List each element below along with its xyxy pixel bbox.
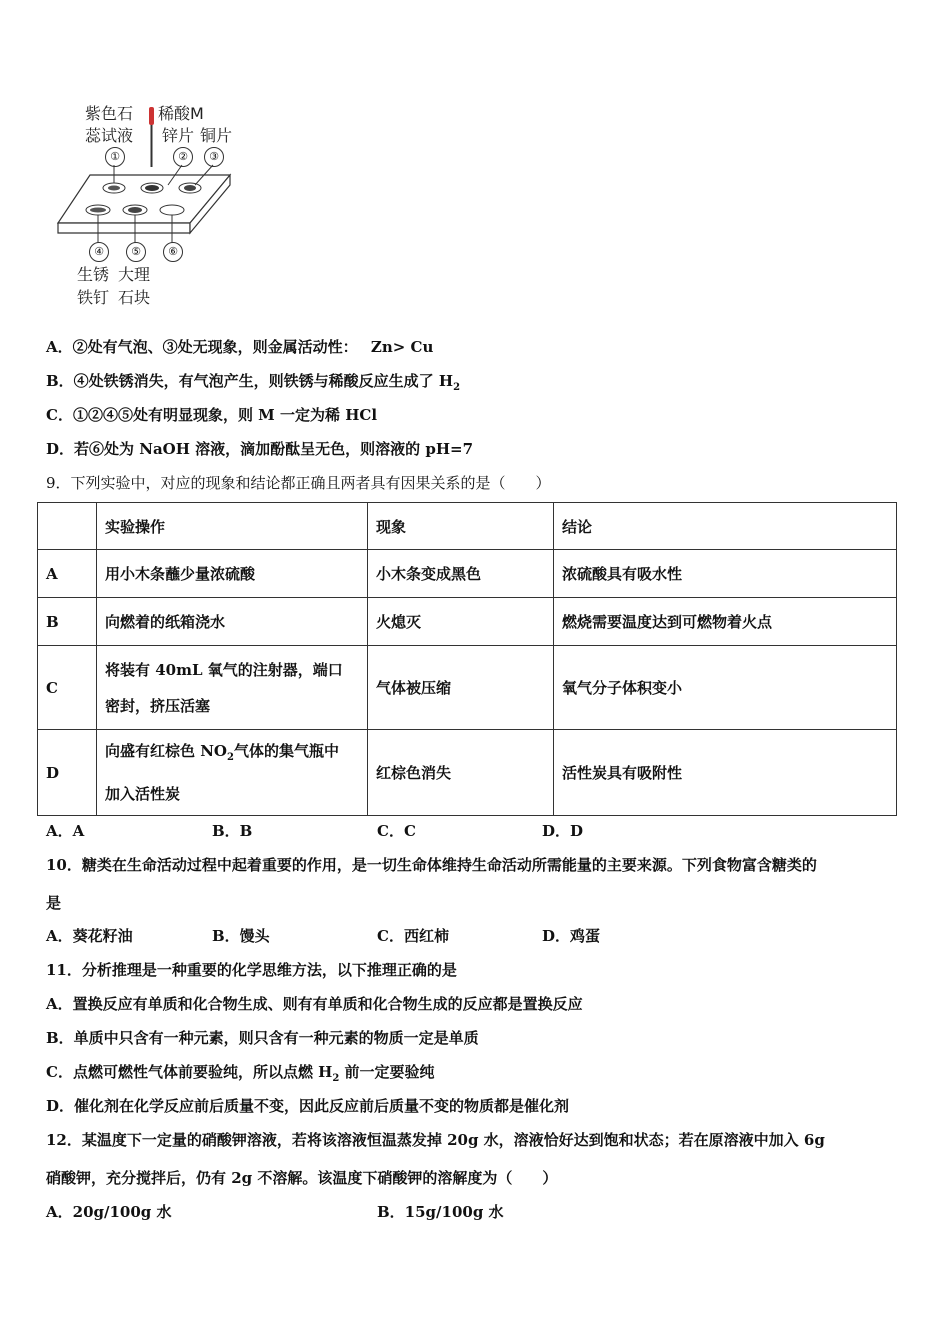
row-phenomenon: 气体被压缩 bbox=[368, 646, 554, 730]
q11-stem: 11．分析推理是一种重要的化学思维方法，以下推理正确的是 bbox=[46, 961, 457, 979]
marble-label-line2: 石块 bbox=[118, 288, 151, 307]
table-row bbox=[38, 598, 897, 646]
q12-stem-line1: 12．某温度下一定量的硝酸钾溶液，若将该溶液恒温蒸发掉 20g 水，溶液恰好达到饱和状态；若在原溶液中加入 6g bbox=[46, 1131, 825, 1149]
q10-option-b: B．馒头 bbox=[212, 927, 270, 945]
q11-option-c-subscript: 2 bbox=[332, 1073, 340, 1084]
q12-stem-line2: 硝酸钾，充分搅拌后，仍有 2g 不溶解。该温度下硝酸钾的溶解度为（ ） bbox=[46, 1169, 558, 1187]
table-header-row bbox=[38, 503, 897, 550]
table-row bbox=[38, 646, 897, 730]
acid-label: 稀酸M bbox=[158, 104, 204, 123]
marker-5: ⑤ bbox=[126, 242, 146, 262]
q12-option-b: B．15g/100g 水 bbox=[377, 1203, 504, 1221]
op-subscript: 2 bbox=[227, 752, 234, 763]
row-label: D bbox=[38, 730, 97, 816]
marker-4: ④ bbox=[89, 242, 109, 262]
q9-option-a: A．A bbox=[46, 822, 85, 840]
marker-1: ① bbox=[105, 147, 125, 167]
row-phenomenon: 小木条变成黑色 bbox=[368, 550, 554, 598]
litmus-label-line1: 紫色石 bbox=[85, 104, 134, 123]
q8-option-a bbox=[46, 336, 433, 357]
marker-2: ② bbox=[173, 147, 193, 167]
header-phenomenon: 现象 bbox=[368, 503, 554, 550]
q9-option-d: D．D bbox=[542, 822, 584, 840]
table-row bbox=[38, 730, 897, 816]
q11-option-a: A．置换反应有单质和化合物生成、则有有单质和化合物生成的反应都是置换反应 bbox=[46, 995, 583, 1013]
q10-stem-line1: 10．糖类在生命活动过程中起着重要的作用，是一切生命体维持生命活动所需能量的主要来源。下列食物富含糖类的 bbox=[46, 856, 817, 874]
q11-option-c-text: C．点燃可燃性气体前要验纯，所以点燃 H bbox=[46, 1063, 333, 1081]
table-row bbox=[38, 550, 897, 598]
litmus-label-line2: 蕊试液 bbox=[85, 126, 134, 145]
q9-option-c: C．C bbox=[377, 822, 416, 840]
marble-label-line1: 大理 bbox=[118, 265, 151, 284]
q12-option-a: A．20g/100g 水 bbox=[46, 1203, 172, 1221]
spot-plate-figure bbox=[50, 95, 250, 310]
marker-3: ③ bbox=[204, 147, 224, 167]
zinc-label: 锌片 bbox=[162, 126, 195, 145]
marker-6: ⑥ bbox=[163, 242, 183, 262]
row-operation: 用小木条蘸少量浓硫酸 bbox=[97, 550, 368, 598]
q11-option-d: D．催化剂在化学反应前后质量不变，因此反应前后质量不变的物质都是催化剂 bbox=[46, 1097, 570, 1115]
row-conclusion: 浓硫酸具有吸水性 bbox=[554, 550, 897, 598]
q8-option-b-text: B．④处铁锈消失，有气泡产生，则铁锈与稀酸反应生成了 H bbox=[46, 372, 454, 390]
q10-stem-line2: 是 bbox=[46, 894, 62, 912]
row-conclusion: 氧气分子体积变小 bbox=[554, 646, 897, 730]
q11-option-b: B．单质中只含有一种元素，则只含有一种元素的物质一定是单质 bbox=[46, 1029, 479, 1047]
row-conclusion: 活性炭具有吸附性 bbox=[554, 730, 897, 816]
row-operation bbox=[97, 646, 368, 730]
op-text-post: 气体的集气瓶中 bbox=[233, 742, 339, 760]
q9-stem: 9．下列实验中，对应的现象和结论都正确且两者具有因果关系的是（ ） bbox=[46, 474, 551, 492]
row-operation-line1 bbox=[105, 733, 359, 776]
q8-option-c: C．①②④⑤处有明显现象，则 M 一定为稀 HCl bbox=[46, 406, 378, 424]
row-operation-line2: 加入活性炭 bbox=[105, 785, 181, 803]
q9-table bbox=[37, 502, 897, 816]
row-operation-line2: 密封，挤压活塞 bbox=[105, 696, 211, 715]
header-blank bbox=[38, 503, 97, 550]
nail-label-line1: 生锈 bbox=[77, 265, 110, 284]
q9-option-b: B．B bbox=[212, 822, 253, 840]
q11-option-c bbox=[46, 1061, 435, 1084]
nail-label-line2: 铁钉 bbox=[77, 288, 110, 307]
copper-label: 铜片 bbox=[200, 126, 233, 145]
row-operation bbox=[97, 730, 368, 816]
row-label: C bbox=[38, 646, 97, 730]
q11-option-c-text-post: 前一定要验纯 bbox=[339, 1063, 435, 1081]
q8-option-d: D．若⑥处为 NaOH 溶液，滴加酚酞呈无色，则溶液的 pH=7 bbox=[46, 440, 474, 458]
row-phenomenon: 火熄灭 bbox=[368, 598, 554, 646]
row-operation: 向燃着的纸箱浇水 bbox=[97, 598, 368, 646]
header-conclusion: 结论 bbox=[554, 503, 897, 550]
op-text-pre: 向盛有红棕色 NO bbox=[105, 742, 228, 760]
header-operation: 实验操作 bbox=[97, 503, 368, 550]
q8-option-b bbox=[46, 370, 460, 393]
q8-option-a-formula: Zn> Cu bbox=[370, 338, 434, 356]
row-label: A bbox=[38, 550, 97, 598]
q8-option-b-subscript: 2 bbox=[453, 382, 461, 393]
row-label: B bbox=[38, 598, 97, 646]
row-conclusion: 燃烧需要温度达到可燃物着火点 bbox=[554, 598, 897, 646]
row-phenomenon: 红棕色消失 bbox=[368, 730, 554, 816]
row-operation-line1: 将装有 40mL 氧气的注射器，端口 bbox=[105, 660, 343, 679]
q10-option-a: A．葵花籽油 bbox=[46, 927, 133, 945]
q10-option-c: C．西红柿 bbox=[377, 927, 449, 945]
q10-option-d: D．鸡蛋 bbox=[542, 927, 601, 945]
q8-option-a-text: A．②处有气泡、③处无现象，则金属活动性： bbox=[46, 338, 358, 356]
